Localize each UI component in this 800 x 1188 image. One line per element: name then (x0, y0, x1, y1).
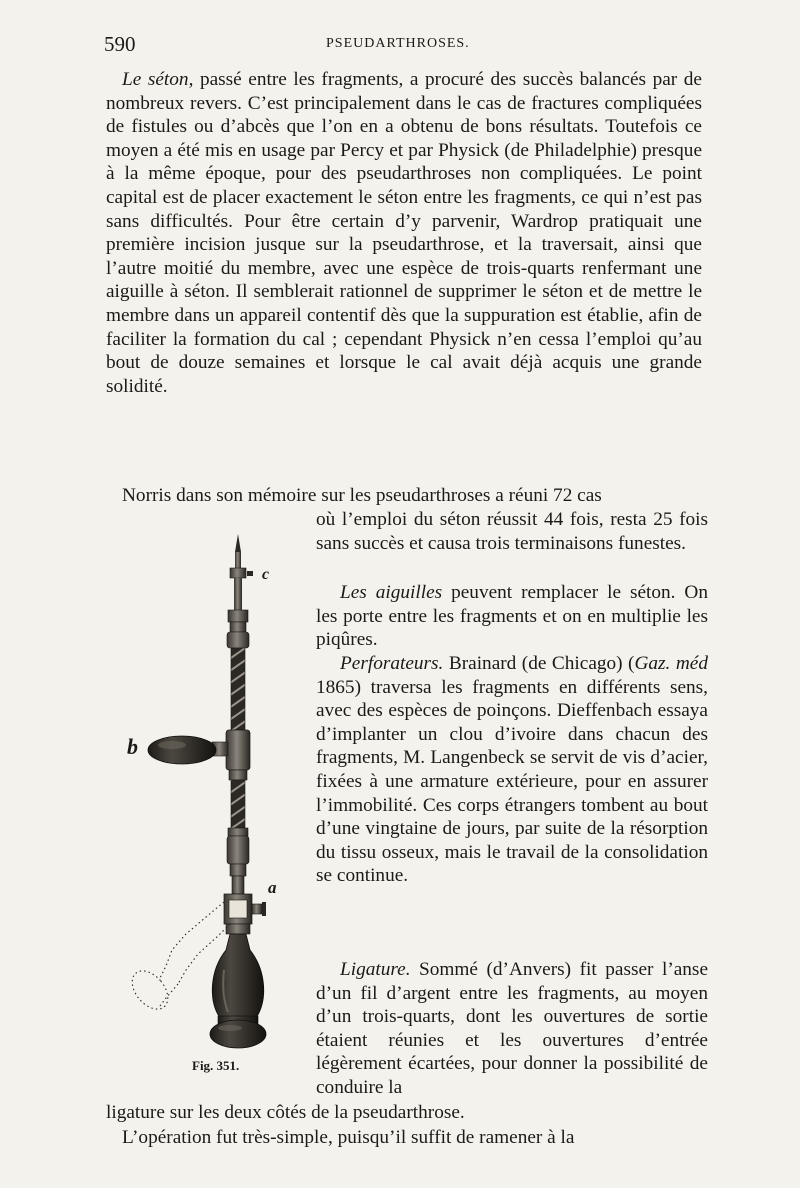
paragraph-perforateurs-body-2: 1865) traversa les fragments en différents sens, avec des espèces de poinçons. Dieffenbach essaya d’implanter un clou d’ivoire dans chacun des fragments, M. Langenbeck se servit de vis d’acier, fixées à une armature extérieure, pour en assurer l’immobilité. Ces corps étrangers tombent au bout d’une vingtaine de jours, par suite de la résorption du tissu osseux, mais le travail de la consolidation se continue. (316, 676, 708, 887)
instrument-illustration (126, 530, 296, 1060)
running-head: PSEUDARTHROSES. (326, 36, 470, 51)
paragraph-ligature (316, 958, 708, 1100)
paragraph-ligature-tail: ligature sur les deux côtés de la pseudarthrose. (106, 1102, 465, 1123)
bulb-handle (210, 934, 266, 1048)
figure-label-c: c (262, 566, 270, 583)
lower-ferrule (227, 828, 249, 876)
paragraph-seton-body: , passé entre les fragments, a procuré des succès balancés par de nombreux revers. C’est principalement dans le cas de fractures compliquées de fistules ou d’abcès que l’on en a obtenu de bons résultats. Toutefois ce moyen a été mis en usage par Percy et par Physick (de Philadelphie) presque à la même époque, pour des pseudarthroses non compliquées. Le point capital est de placer exactement le séton entre les fragments, ce qui n’est pas sans difficultés. Pour être certain d’y parvenir, Wardrop pratiquait une première incision jusque sur la pseudarthrose, et la traversait, ainsi que l’autre moitié du membre, avec une espèce de trois-quarts renfermant une aiguille à séton. Il semblerait rationnel de supprimer le séton et de mettre le membre dans un appareil contentif dès que la suppuration est établie, afin de faciliter la formation du cal ; cependant Physick n’en cessa l’emploi qu’au bout de douze semaines et lorsque le cal avait déjà acquis une grande solidité. (106, 69, 702, 397)
figure-label-b: b (127, 734, 138, 759)
paragraph-norris-line: Norris dans son mémoire sur les pseudarthroses a réuni 72 cas (122, 485, 602, 506)
page-header (104, 32, 700, 56)
paragraph-perforateurs-body-1: Brainard (de Chicago) ( (443, 653, 635, 674)
collar-c (230, 568, 253, 578)
paragraph-seton-lead: Le séton (122, 69, 189, 90)
upper-twisted-shaft (231, 648, 245, 730)
paragraph-ligature-lead: Ligature. (340, 959, 411, 980)
paragraph-ligature-body: Sommé (d’Anvers) fit passer l’anse d’un fil d’argent entre les fragments, au moyen d’un trois-quarts, dont les ouvertures de sortie étaient réunies et les ouvertures d’entrée légèrement écartées, pour donner la possibilité de conduire la (316, 959, 708, 1098)
clamp-a (224, 876, 266, 934)
paragraph-perforateurs-lead: Perforateurs. (340, 653, 444, 674)
page-number: 590 (104, 32, 136, 56)
upper-ferrule (227, 610, 249, 648)
paragraph-seton (106, 68, 702, 398)
paragraph-aiguilles (316, 581, 708, 652)
paragraph-operation: L’opération fut très-simple, puisqu’il suffit de ramener à la (122, 1127, 575, 1148)
figure-caption: Fig. 351. (192, 1058, 240, 1073)
figure-label-a: a (268, 878, 277, 897)
side-handle-b (148, 730, 250, 780)
paragraph-aiguilles-body: peuvent remplacer le séton. On les porte entre les fragments et on en multiplie les piqûres. (316, 582, 708, 651)
paragraph-perforateurs (316, 652, 708, 888)
paragraph-perforateurs-citation: Gaz. méd (634, 653, 708, 674)
paragraph-aiguilles-lead: Les aiguilles (340, 582, 443, 603)
paragraph-norris-continuation: où l’emploi du séton réussit 44 fois, resta 25 fois sans succès et causa trois terminaisons funestes. (316, 509, 708, 554)
